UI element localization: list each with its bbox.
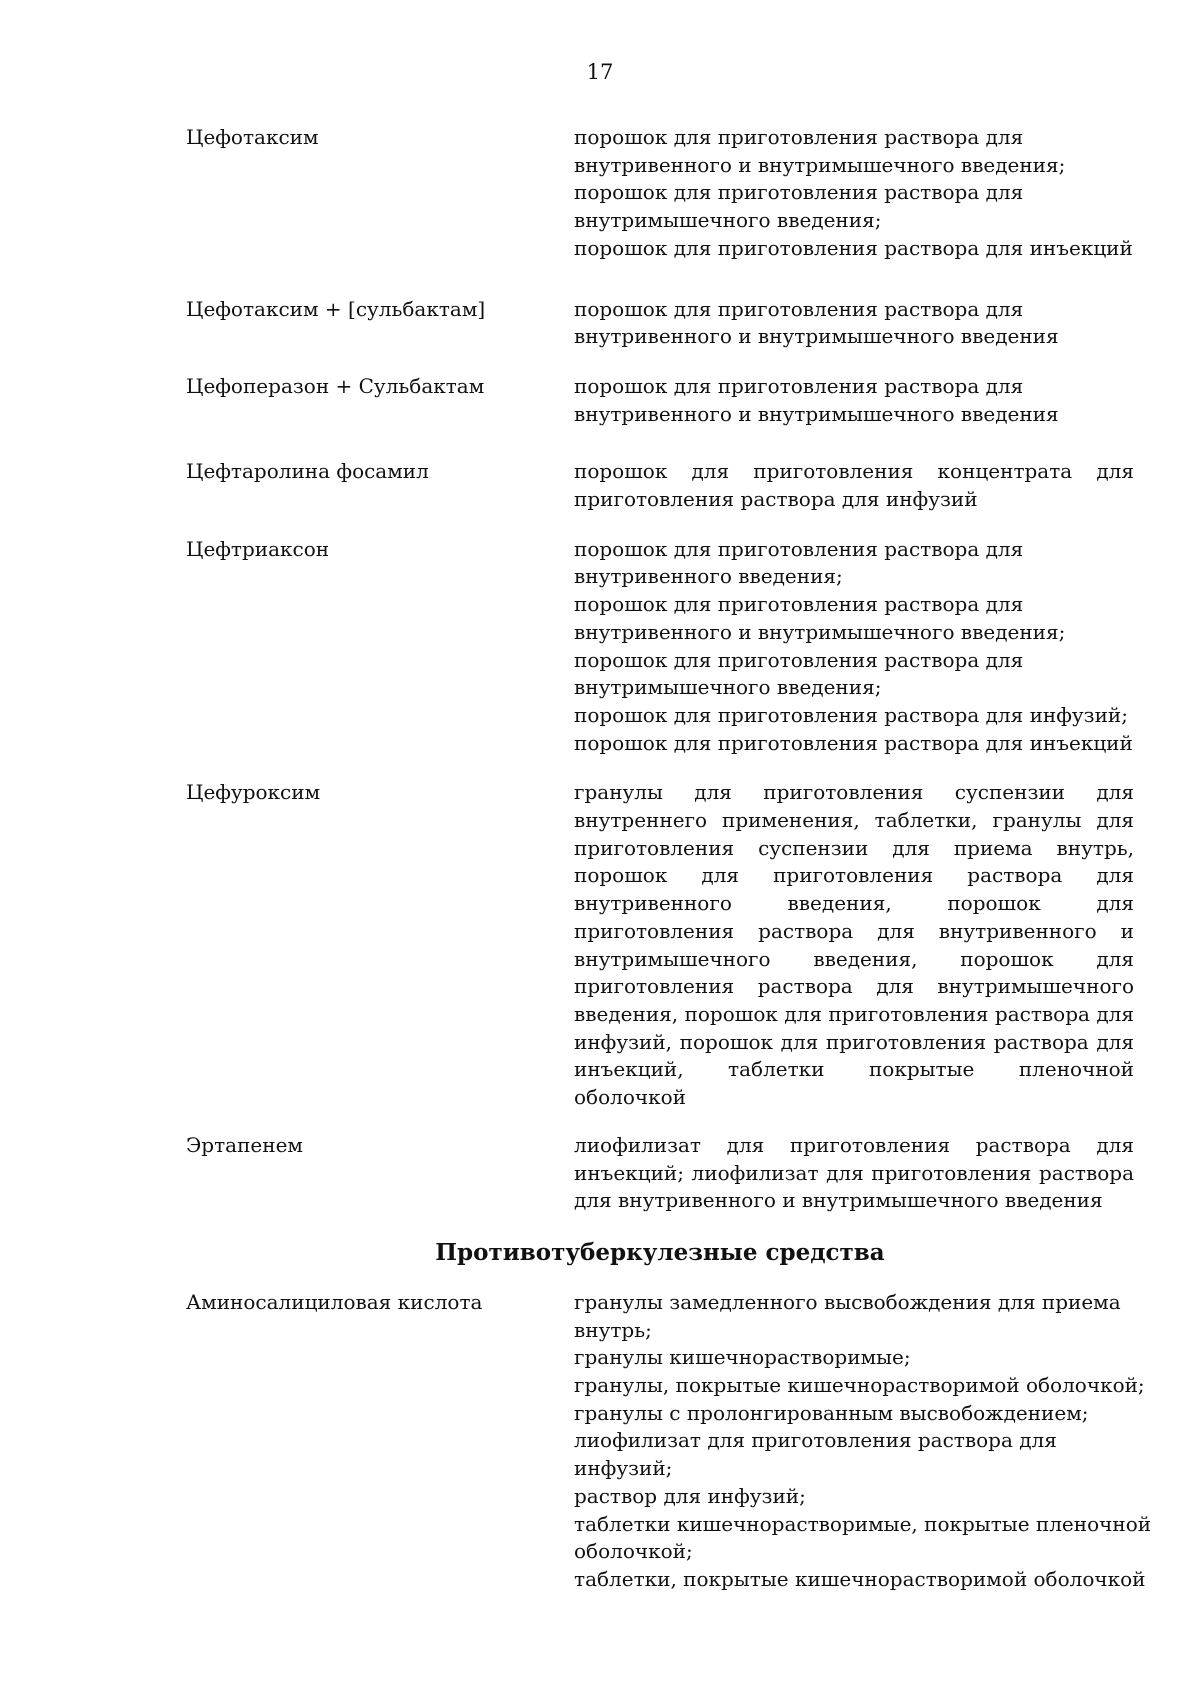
dosage-forms [574, 373, 1134, 428]
dosage-form-line: таблетки кишечнорастворимые, покрытые пленочной [574, 1511, 1152, 1536]
dosage-form-line: гранулы, покрытые кишечнорастворимой оболочкой; [574, 1373, 1145, 1398]
dosage-forms: лиофилизат для приготовления раствора для инъекций; лиофилизат для приготовления раствора для внутривенного и внутримышечного введения [574, 1132, 1134, 1213]
dosage-form-line: внутривенного и внутримышечного введения; [574, 619, 1066, 644]
drug-entry [186, 779, 1134, 1111]
dosage-form-line: внутримышечного введения; [574, 208, 882, 233]
page-number: 17 [586, 60, 614, 84]
dosage-form-line: гранулы замедленного высвобождения для приема [574, 1289, 1121, 1314]
dosage-form-line: внутривенного и внутримышечного введения; [574, 152, 1066, 177]
drug-entry [186, 536, 1134, 758]
drug-entry [186, 124, 1134, 263]
dosage-form-line: порошок для приготовления раствора для [574, 536, 1024, 561]
drug-name: Цефоперазон + Сульбактам [186, 373, 485, 398]
dosage-form-line: порошок для приготовления раствора для [574, 592, 1024, 617]
dosage-form-line: порошок для приготовления раствора для [574, 296, 1024, 321]
drug-name: Эртапенем [186, 1132, 303, 1157]
dosage-form-line: внутримышечного введения; [574, 675, 882, 700]
dosage-forms: гранулы для приготовления суспензии для внутреннего применения, таблетки, гранулы для приготовления суспензии для приема внутрь, порошок для приготовления раствора для внутривенного введения, порошок для приготовления раствора для внутривенного и внутримышечного введения, порошок для приготовления раствора для внутримышечного введения, порошок для приготовления раствора для инфузий, порошок для приготовления раствора для инъекций, таблетки покрытые пленочной оболочкой [574, 780, 1134, 1110]
dosage-form-line: таблетки, покрытые кишечнорастворимой оболочкой [574, 1566, 1146, 1591]
dosage-form-line: порошок для приготовления раствора для инфузий; [574, 702, 1128, 727]
drug-name: Цефуроксим [186, 780, 321, 805]
section-heading: Противотуберкулезные средства [435, 1238, 885, 1266]
dosage-form-line: порошок для приготовления раствора для инъекций [574, 235, 1133, 260]
dosage-form-line: инфузий; [574, 1456, 673, 1481]
dosage-form-line: внутривенного и внутримышечного введения [574, 401, 1059, 426]
drug-name: Цефотаксим + [сульбактам] [186, 296, 486, 321]
drug-list [186, 124, 1152, 1594]
dosage-form-line: раствор для инфузий; [574, 1483, 806, 1508]
dosage-form-line: порошок для приготовления раствора для [574, 180, 1024, 205]
dosage-form-line: внутривенного введения; [574, 564, 843, 589]
drug-name: Цефтриаксон [186, 536, 330, 561]
dosage-forms [574, 296, 1134, 351]
dosage-form-line: порошок для приготовления раствора для [574, 373, 1024, 398]
dosage-form-line: гранулы кишечнорастворимые; [574, 1345, 911, 1370]
dosage-form-line: гранулы с пролонгированным высвобождением; [574, 1400, 1089, 1425]
dosage-form-line: оболочкой; [574, 1539, 693, 1564]
dosage-forms [574, 124, 1134, 263]
drug-name: Цефтаролина фосамил [186, 459, 429, 484]
drug-name: Аминосалициловая кислота [186, 1289, 483, 1314]
drug-entry [186, 296, 1134, 351]
dosage-form-line: порошок для приготовления раствора для [574, 647, 1024, 672]
drug-entry [186, 458, 1134, 513]
dosage-forms: порошок для приготовления концентрата для приготовления раствора для инфузий [574, 459, 1134, 512]
drug-name: Цефотаксим [186, 125, 319, 149]
drug-entry [186, 1289, 1152, 1594]
dosage-form-line: лиофилизат для приготовления раствора для [574, 1428, 1057, 1453]
dosage-form-line: внутрь; [574, 1317, 652, 1342]
dosage-forms [574, 536, 1134, 758]
drug-entry [186, 373, 1134, 428]
dosage-form-line: порошок для приготовления раствора для [574, 125, 1024, 149]
dosage-form-line: внутривенного и внутримышечного введения [574, 324, 1059, 349]
dosage-forms [574, 1289, 1152, 1594]
dosage-form-line: порошок для приготовления раствора для инъекций [574, 730, 1133, 755]
drug-entry [186, 1132, 1134, 1215]
